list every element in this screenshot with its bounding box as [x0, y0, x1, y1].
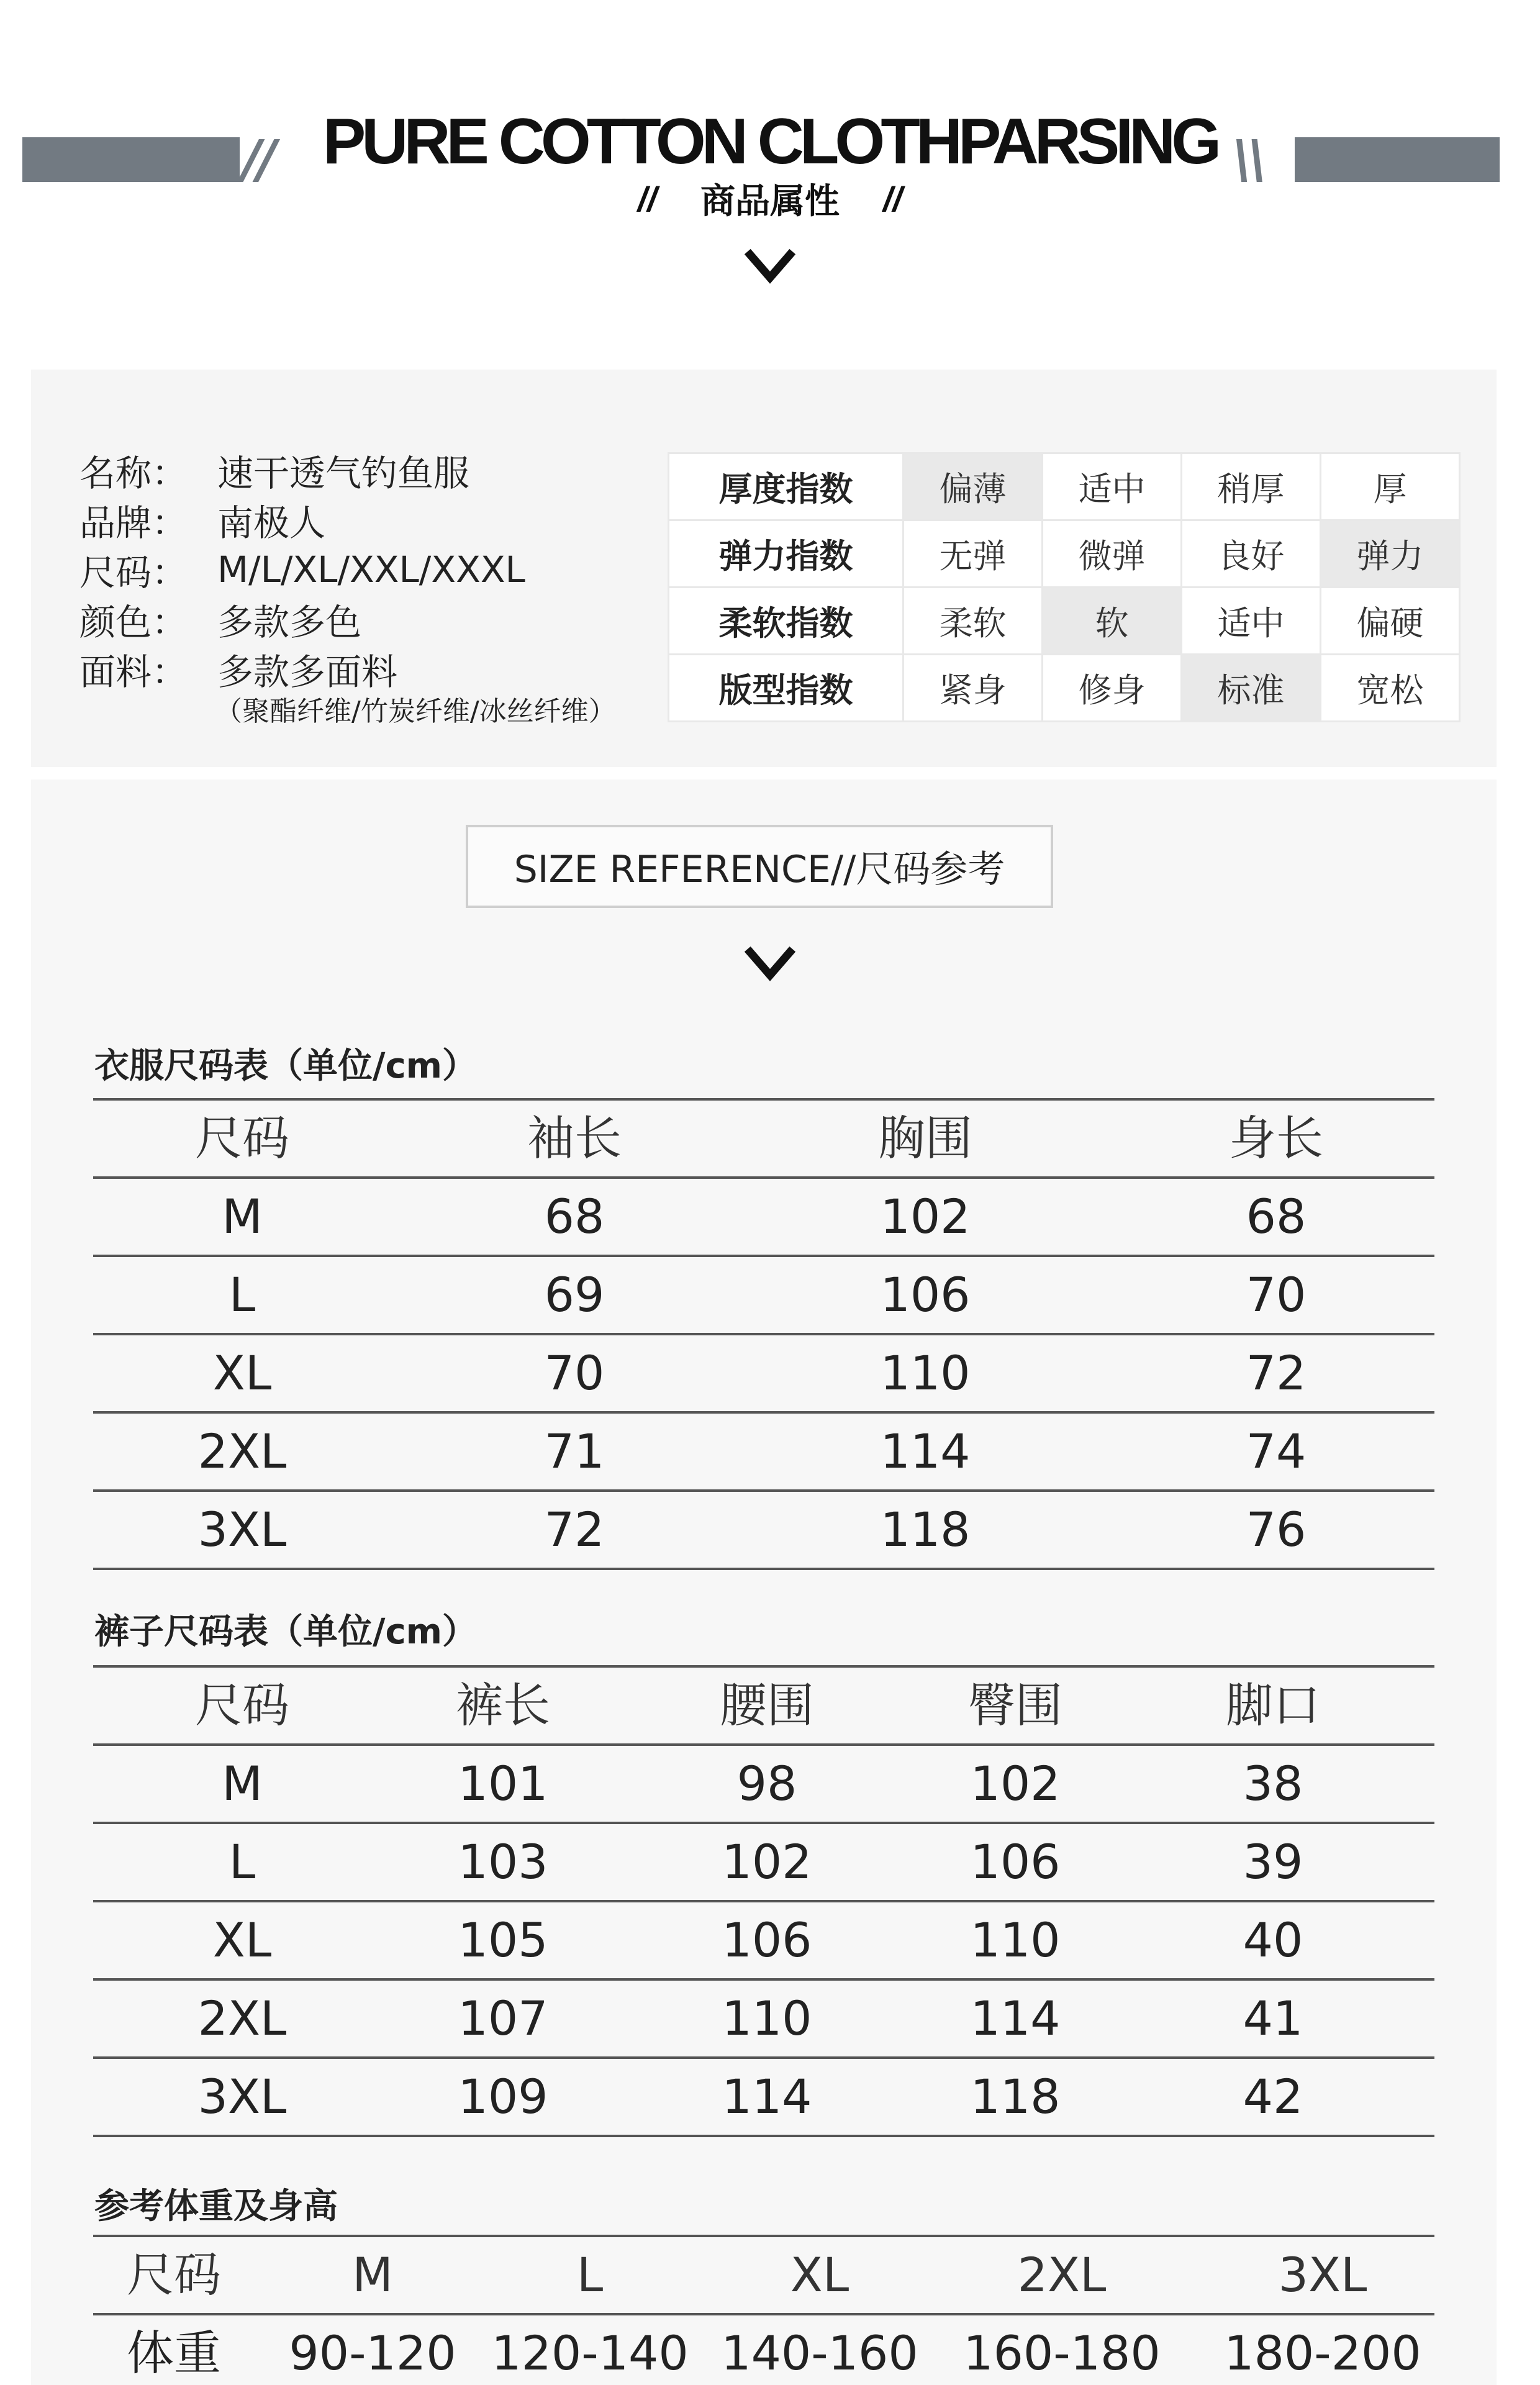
table-cell: 42 — [1243, 2069, 1303, 2124]
index-option-selected: 弹力 — [1321, 520, 1460, 588]
table-header-cell: M — [352, 2247, 393, 2302]
index-option: 良好 — [1182, 520, 1321, 588]
table-cell: XL — [212, 1912, 272, 1968]
subtitle-slash-right: // — [883, 179, 903, 219]
index-option: 紧身 — [904, 655, 1043, 722]
table-header-cell: 3XL — [1278, 2247, 1367, 2302]
table-cell: 118 — [880, 1502, 971, 1557]
index-row — [669, 453, 1460, 520]
table-cell: 2XL — [197, 1991, 287, 2046]
table-cell: 114 — [880, 1424, 971, 1479]
table-rule — [93, 1568, 1434, 1570]
index-row — [669, 588, 1460, 655]
table-rule — [93, 1489, 1434, 1492]
table-header-cell: 脚口 — [1226, 1678, 1320, 1733]
table-cell: 68 — [1246, 1189, 1307, 1244]
index-option-selected: 偏薄 — [904, 453, 1043, 520]
attribute-value: 速干透气钓鱼服 — [217, 452, 470, 494]
index-option: 厚 — [1321, 453, 1460, 520]
table-cell: 110 — [970, 1912, 1061, 1968]
table-cell: 76 — [1246, 1502, 1307, 1557]
index-option: 稍厚 — [1182, 453, 1321, 520]
index-option: 无弹 — [904, 520, 1043, 588]
table-cell: 3XL — [197, 1502, 287, 1557]
table-cell: 71 — [544, 1424, 605, 1479]
hero-title: PURE COTTON CLOTHPARSING — [322, 106, 1218, 178]
header-deco-slash-left: // — [242, 129, 273, 189]
fabric-note: （聚酯纤维/竹炭纤维/冰丝纤维） — [215, 696, 616, 727]
table-rule — [93, 1900, 1434, 1902]
table-cell: 72 — [544, 1502, 605, 1557]
table-cell: 74 — [1246, 1424, 1307, 1479]
pants-table-title: 裤子尺码表（单位/cm） — [94, 1612, 477, 1652]
table-rule — [93, 1822, 1434, 1824]
table-cell: 110 — [880, 1345, 971, 1401]
table-cell: 109 — [458, 2069, 548, 2124]
index-option: 修身 — [1043, 655, 1182, 722]
header-bar-left — [22, 137, 240, 182]
table-rule — [93, 1176, 1434, 1179]
table-header-cell: XL — [790, 2247, 849, 2302]
table-cell: 68 — [544, 1189, 605, 1244]
attribute-row-color — [79, 594, 616, 644]
attribute-row-fabric — [79, 644, 616, 694]
table-header-cell: 袖长 — [527, 1111, 622, 1166]
chevron-down-icon — [739, 943, 801, 986]
table-cell: 102 — [722, 1834, 812, 1889]
table-cell: 106 — [880, 1267, 971, 1322]
table-cell: 72 — [1246, 1345, 1307, 1401]
subtitle-slash-left: // — [637, 179, 657, 219]
table-header-cell: 臀围 — [968, 1678, 1062, 1733]
table-cell: 107 — [458, 1991, 548, 2046]
table-cell: 98 — [736, 1756, 797, 1811]
table-cell: 38 — [1243, 1756, 1303, 1811]
table-header-cell: 2XL — [1017, 2247, 1107, 2302]
table-rule — [93, 1333, 1434, 1335]
index-label: 弹力指数 — [669, 520, 904, 588]
table-header-cell: 腰围 — [720, 1678, 814, 1733]
table-cell: 70 — [1246, 1267, 1307, 1322]
index-table — [668, 452, 1461, 722]
table-cell: 90-120 — [289, 2325, 456, 2381]
size-reference-label: SIZE REFERENCE//尺码参考 — [466, 825, 1053, 908]
table-header-cell: L — [576, 2247, 604, 2302]
attribute-list — [79, 445, 616, 729]
table-cell: 41 — [1243, 1991, 1303, 2046]
table-rule — [93, 2135, 1434, 2137]
table-cell: 114 — [970, 1991, 1061, 2046]
index-option-selected: 软 — [1043, 588, 1182, 655]
attribute-value: M/L/XL/XXL/XXXL — [217, 548, 525, 591]
table-rule — [93, 2235, 1434, 2237]
subtitle-row — [460, 174, 1080, 224]
table-rule — [93, 1743, 1434, 1746]
table-cell: 160-180 — [963, 2325, 1161, 2381]
attribute-row-size — [79, 545, 616, 594]
table-header-cell: 身长 — [1229, 1111, 1323, 1166]
attribute-key: 名称： — [79, 452, 188, 494]
table-cell: 103 — [458, 1834, 548, 1889]
index-row — [669, 520, 1460, 588]
table-header-cell: 尺码 — [195, 1678, 289, 1733]
index-label: 厚度指数 — [669, 453, 904, 520]
table-cell: 体重 — [127, 2325, 221, 2381]
table-cell: 140-160 — [721, 2325, 918, 2381]
table-rule — [93, 2056, 1434, 2059]
table-cell: 180-200 — [1224, 2325, 1421, 2381]
table-cell: 106 — [970, 1834, 1061, 1889]
table-cell: 114 — [722, 2069, 812, 2124]
table-cell: L — [229, 1267, 256, 1322]
table-cell: 3XL — [197, 2069, 287, 2124]
table-rule — [93, 1978, 1434, 1981]
table-rule — [93, 1665, 1434, 1668]
index-option-selected: 标准 — [1182, 655, 1321, 722]
table-rule — [93, 2313, 1434, 2315]
table-cell: 120-140 — [491, 2325, 689, 2381]
table-rule — [93, 1255, 1434, 1257]
attribute-key: 颜色： — [79, 601, 188, 643]
index-label: 柔软指数 — [669, 588, 904, 655]
table-header-cell: 胸围 — [878, 1111, 972, 1166]
chevron-down-icon — [739, 245, 801, 289]
attribute-value: 多款多色 — [217, 601, 362, 643]
index-option: 宽松 — [1321, 655, 1460, 722]
table-cell: 106 — [722, 1912, 812, 1968]
size-section — [31, 779, 1497, 2385]
table-cell: L — [229, 1834, 256, 1889]
subtitle-text: 商品属性 — [700, 181, 840, 222]
attribute-key: 品牌： — [79, 502, 188, 544]
weight-table-title: 参考体重及身高 — [94, 2186, 338, 2227]
table-cell: 110 — [722, 1991, 812, 2046]
table-cell: 2XL — [197, 1424, 287, 1479]
table-cell: 101 — [458, 1756, 548, 1811]
table-cell: 102 — [880, 1189, 971, 1244]
table-cell: M — [222, 1756, 263, 1811]
attribute-key: 尺码： — [79, 552, 188, 594]
table-rule — [93, 1411, 1434, 1414]
attribute-value: 多款多面料 — [217, 651, 398, 693]
attribute-key: 面料： — [79, 651, 188, 693]
clothes-table-title: 衣服尺码表（单位/cm） — [94, 1046, 477, 1086]
table-cell: 105 — [458, 1912, 548, 1968]
table-cell: M — [222, 1189, 263, 1244]
table-cell: 70 — [544, 1345, 605, 1401]
table-cell: 69 — [544, 1267, 605, 1322]
attribute-row-name — [79, 445, 616, 495]
table-header-cell: 裤长 — [456, 1678, 550, 1733]
attribute-value: 南极人 — [217, 502, 326, 544]
table-cell: 118 — [970, 2069, 1061, 2124]
index-option: 微弹 — [1043, 520, 1182, 588]
table-cell: 40 — [1243, 1912, 1303, 1968]
table-cell: XL — [212, 1345, 272, 1401]
header-bar-right — [1295, 137, 1500, 182]
table-cell: 102 — [970, 1756, 1061, 1811]
index-label: 版型指数 — [669, 655, 904, 722]
attribute-row-brand — [79, 495, 616, 545]
table-header-cell: 尺码 — [195, 1111, 289, 1166]
index-option: 偏硬 — [1321, 588, 1460, 655]
table-header-cell: 尺码 — [127, 2247, 221, 2302]
table-cell: 39 — [1243, 1834, 1303, 1889]
table-rule — [93, 1098, 1434, 1101]
index-option: 适中 — [1182, 588, 1321, 655]
index-option: 适中 — [1043, 453, 1182, 520]
index-row — [669, 655, 1460, 722]
index-option: 柔软 — [904, 588, 1043, 655]
header-deco-slash-right: \\ — [1233, 129, 1264, 189]
